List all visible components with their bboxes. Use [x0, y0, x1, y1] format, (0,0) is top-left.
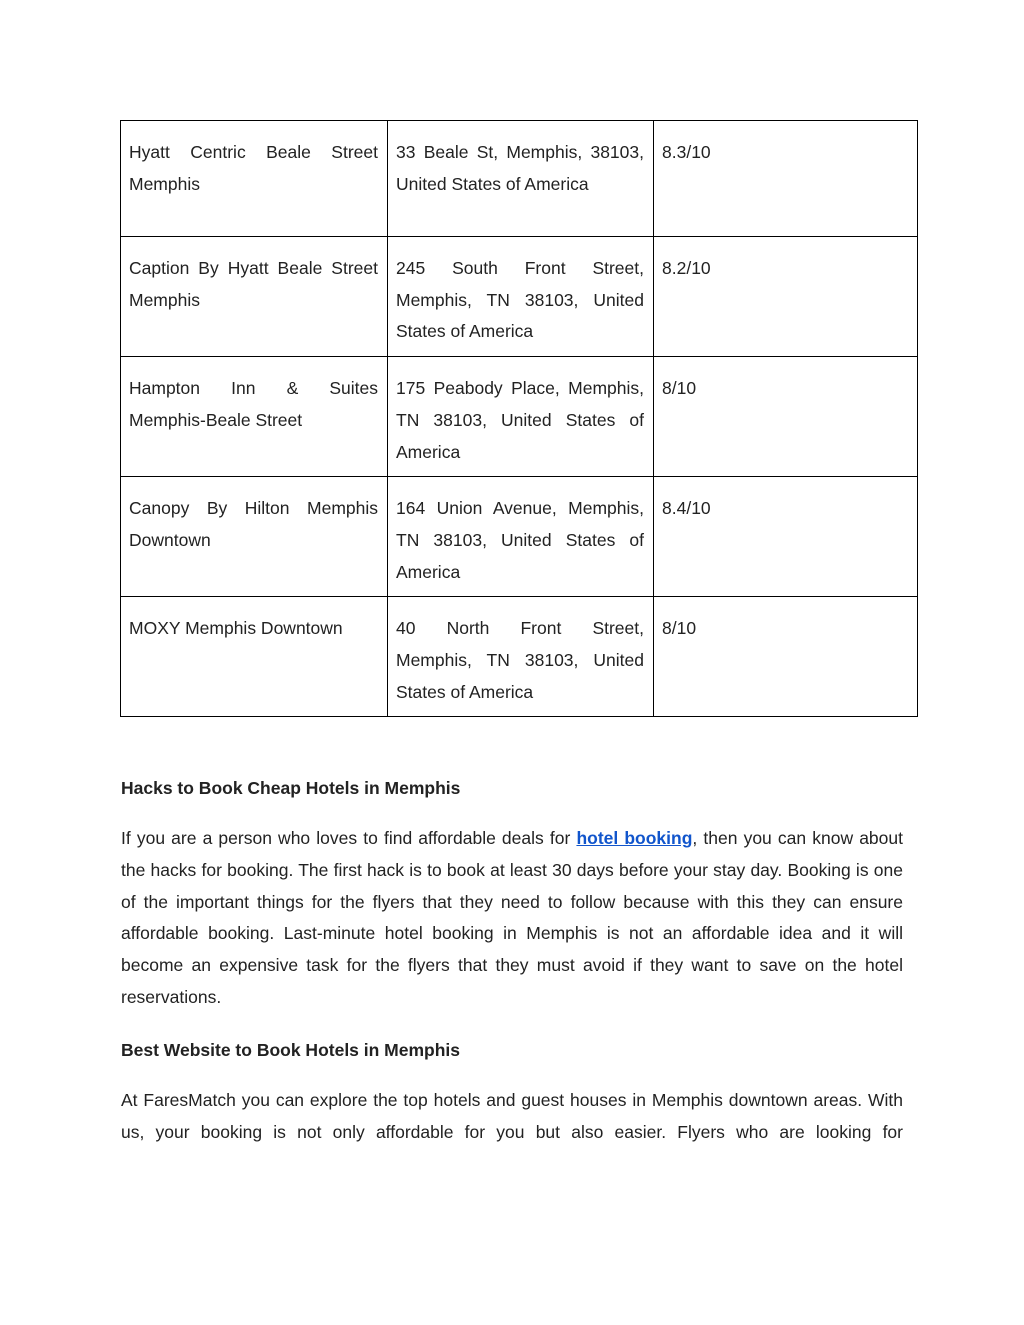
hotel-rating-cell: 8/10 — [654, 597, 918, 717]
website-heading: Best Website to Book Hotels in Memphis — [121, 1040, 461, 1060]
hotel-address-cell: 164 Union Avenue, Memphis, TN 38103, United States of America — [388, 477, 654, 597]
table-row — [121, 597, 918, 717]
hotel-rating-cell: 8.4/10 — [654, 477, 918, 597]
hotel-booking-link[interactable]: hotel booking — [576, 828, 693, 848]
hotel-rating-cell: 8/10 — [654, 357, 918, 477]
hotels-table — [120, 120, 918, 717]
hotel-name-cell: Hyatt Centric Beale Street Memphis — [121, 121, 388, 237]
table-row — [121, 237, 918, 357]
hacks-heading: Hacks to Book Cheap Hotels in Memphis — [121, 778, 461, 798]
website-paragraph: At FaresMatch you can explore the top hotels and guest houses in Memphis downtown areas. With us, your booking is not only affordable for you but also easier. Flyers who are looking for — [121, 1090, 903, 1142]
hacks-text-after-link: , then you can know about the hacks for booking. The first hack is to book at least 30 days before your stay day. Booking is one of the important things for the flyers that they need to follow because with this they can ensure affordable booking. Last-minute hotel booking in Memphis is not an affordable idea and it will become an expensive task for the flyers that they must avoid if they want to save on the hotel reservations. — [121, 828, 903, 1007]
table-row — [121, 121, 918, 237]
table-row — [121, 357, 918, 477]
hacks-paragraph — [121, 823, 903, 1014]
hotel-name-cell: MOXY Memphis Downtown — [121, 597, 388, 717]
hotel-name-cell: Canopy By Hilton Memphis Downtown — [121, 477, 388, 597]
hotel-name-cell: Caption By Hyatt Beale Street Memphis — [121, 237, 388, 357]
hotel-name-cell: Hampton Inn & Suites Memphis-Beale Street — [121, 357, 388, 477]
hotel-rating-cell: 8.3/10 — [654, 121, 918, 237]
hotel-address-cell: 40 North Front Street, Memphis, TN 38103, United States of America — [388, 597, 654, 717]
hotel-address-cell: 245 South Front Street, Memphis, TN 38103, United States of America — [388, 237, 654, 357]
hotel-rating-cell: 8.2/10 — [654, 237, 918, 357]
hotel-address-cell: 175 Peabody Place, Memphis, TN 38103, United States of America — [388, 357, 654, 477]
table-row — [121, 477, 918, 597]
hacks-text-before-link: If you are a person who loves to find affordable deals for — [121, 828, 577, 848]
hotel-address-cell: 33 Beale St, Memphis, 38103, United States of America — [388, 121, 654, 237]
